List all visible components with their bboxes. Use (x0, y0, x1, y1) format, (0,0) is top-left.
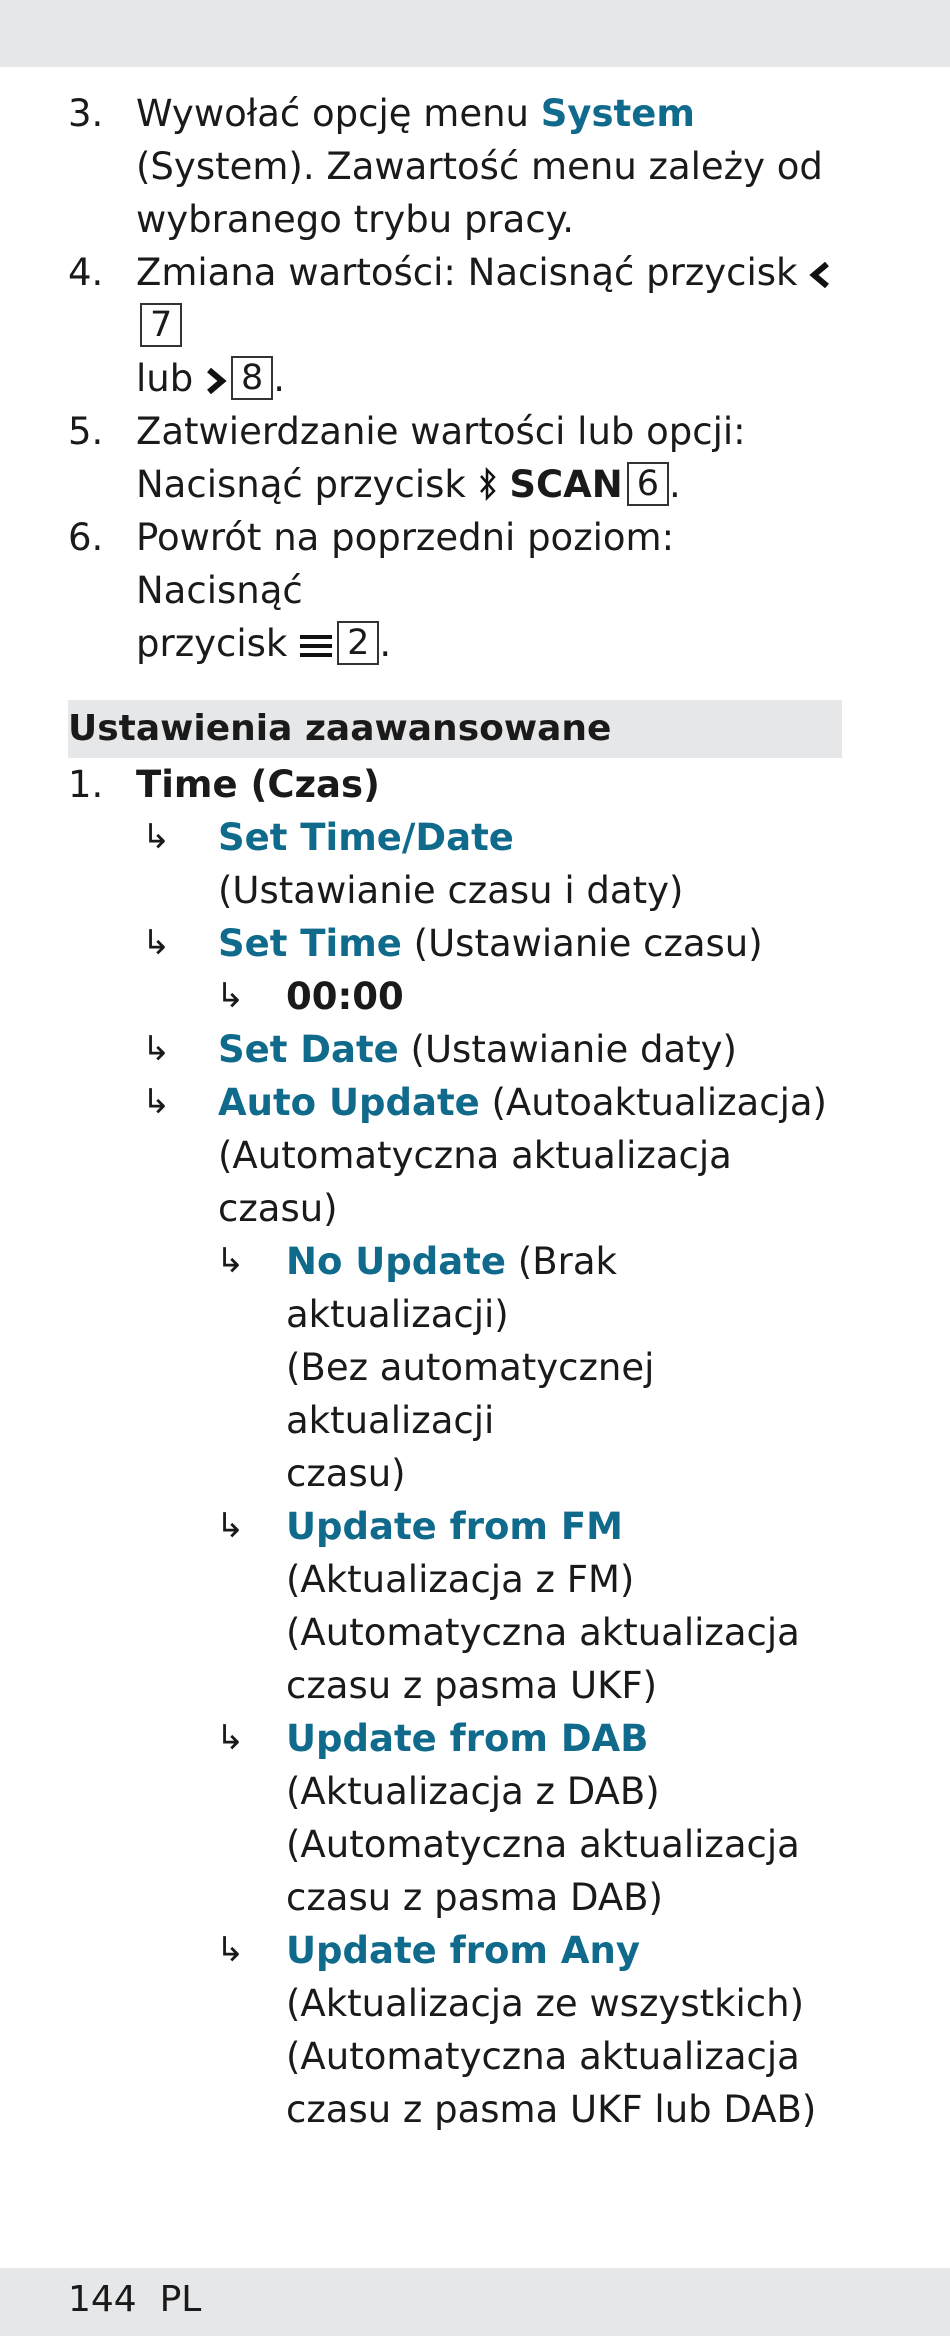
menu-item-update-from-fm (68, 1500, 848, 1712)
step-number: 5. (68, 410, 104, 453)
arrow-icon: ↳ (216, 1930, 245, 1970)
menu-item-update-from-dab (68, 1712, 848, 1924)
step-number: 6. (68, 516, 104, 559)
step-number: 3. (68, 92, 104, 135)
menu-option-description: (Ustawianie daty) (398, 1028, 737, 1071)
menu-option-label: Update from DAB (286, 1717, 649, 1760)
step-text: Zmiana wartości: Nacisnąć przycisk (136, 251, 798, 294)
menu-option-description: (Brak aktualizacji) (286, 1240, 617, 1336)
arrow-icon: ↳ (142, 923, 171, 963)
menu-option-description: (Automatyczna aktualizacja (286, 1611, 800, 1654)
top-bar (0, 0, 950, 67)
bluetooth-icon (478, 467, 498, 501)
menu-option-label: Update from FM (286, 1505, 623, 1548)
menu-option-description: (Ustawianie czasu i daty) (218, 869, 684, 912)
menu-option-description: czasu z pasma DAB) (286, 1876, 663, 1919)
menu-item-update-from-any (68, 1924, 848, 2136)
menu-item-set-time (68, 917, 848, 970)
arrow-icon: ↳ (142, 1082, 171, 1122)
arrow-icon: ↳ (216, 1241, 245, 1281)
menu-icon (299, 632, 333, 660)
step-text: Wywołać opcję menu (136, 92, 541, 135)
main-item-time (68, 758, 848, 811)
key-label: 8 (231, 356, 273, 400)
menu-option-label: Set Date (218, 1028, 399, 1071)
step-text: Powrót na poprzedni poziom: Nacisnąć (136, 516, 675, 612)
step-6: 6. Powrót na poprzedni poziom: Nacisnąć przycisk 2 . (68, 511, 848, 670)
menu-item-no-update (68, 1235, 848, 1500)
arrow-icon: ↳ (216, 1718, 245, 1758)
chevron-right-icon (205, 367, 227, 395)
menu-option-description: (Automatyczna aktualizacja czasu) (218, 1134, 732, 1230)
key-label: 7 (140, 303, 182, 347)
menu-option-description: (Aktualizacja ze wszystkich) (286, 1982, 805, 2025)
time-value: 00:00 (286, 975, 404, 1018)
step-5: 5. Zatwierdzanie wartości lub opcji: Nacisnąć przycisk SCAN 6 . (68, 405, 848, 511)
menu-option-label: Set Time/Date (218, 816, 514, 859)
menu-option-system: System (540, 92, 695, 135)
arrow-icon: ↳ (216, 1506, 245, 1546)
menu-item-set-date (68, 1023, 848, 1076)
item-title: Time (Czas) (136, 763, 380, 806)
menu-option-description: (Aktualizacja z FM) (286, 1558, 635, 1601)
scan-label: SCAN (509, 463, 623, 506)
menu-option-label: Set Time (218, 922, 402, 965)
step-text: (System). Zawartość menu zależy od wybranego trybu pracy. (136, 145, 823, 241)
menu-option-description: (Autoaktualizacja) (479, 1081, 827, 1124)
step-text: Nacisnąć przycisk (136, 463, 466, 506)
menu-option-description: czasu z pasma UKF lub DAB) (286, 2088, 817, 2131)
page-content (68, 87, 848, 2136)
menu-item-set-time-date (68, 811, 848, 917)
menu-option-label: Auto Update (218, 1081, 480, 1124)
step-text: Zatwierdzanie wartości lub opcji: (136, 410, 746, 453)
menu-option-description: (Aktualizacja z DAB) (286, 1770, 660, 1813)
key-label: 2 (337, 621, 379, 665)
menu-item-time-value (68, 970, 848, 1023)
arrow-icon: ↳ (142, 1029, 171, 1069)
menu-option-description: (Automatyczna aktualizacja (286, 2035, 800, 2078)
step-3 (68, 87, 848, 246)
key-label: 6 (627, 462, 669, 506)
menu-option-description: (Bez automatycznej aktualizacji (286, 1346, 655, 1442)
menu-option-description: czasu z pasma UKF) (286, 1664, 658, 1707)
menu-item-auto-update (68, 1076, 848, 1235)
page-number: 144 PL (68, 2279, 202, 2320)
menu-option-label: Update from Any (286, 1929, 640, 1972)
step-number: 4. (68, 251, 104, 294)
arrow-icon: ↳ (216, 976, 245, 1016)
section-heading: Ustawienia zaawansowane (68, 700, 842, 758)
menu-option-description: czasu) (286, 1452, 406, 1495)
step-text: lub (136, 357, 194, 400)
menu-option-description: (Automatyczna aktualizacja (286, 1823, 800, 1866)
menu-option-description: (Ustawianie czasu) (401, 922, 763, 965)
item-number: 1. (68, 763, 104, 806)
menu-option-label: No Update (286, 1240, 507, 1283)
arrow-icon: ↳ (142, 817, 171, 857)
chevron-left-icon (809, 261, 831, 289)
step-4: 4. Zmiana wartości: Nacisnąć przycisk 7 lub 8 . (68, 246, 848, 405)
step-text: przycisk (136, 622, 288, 665)
